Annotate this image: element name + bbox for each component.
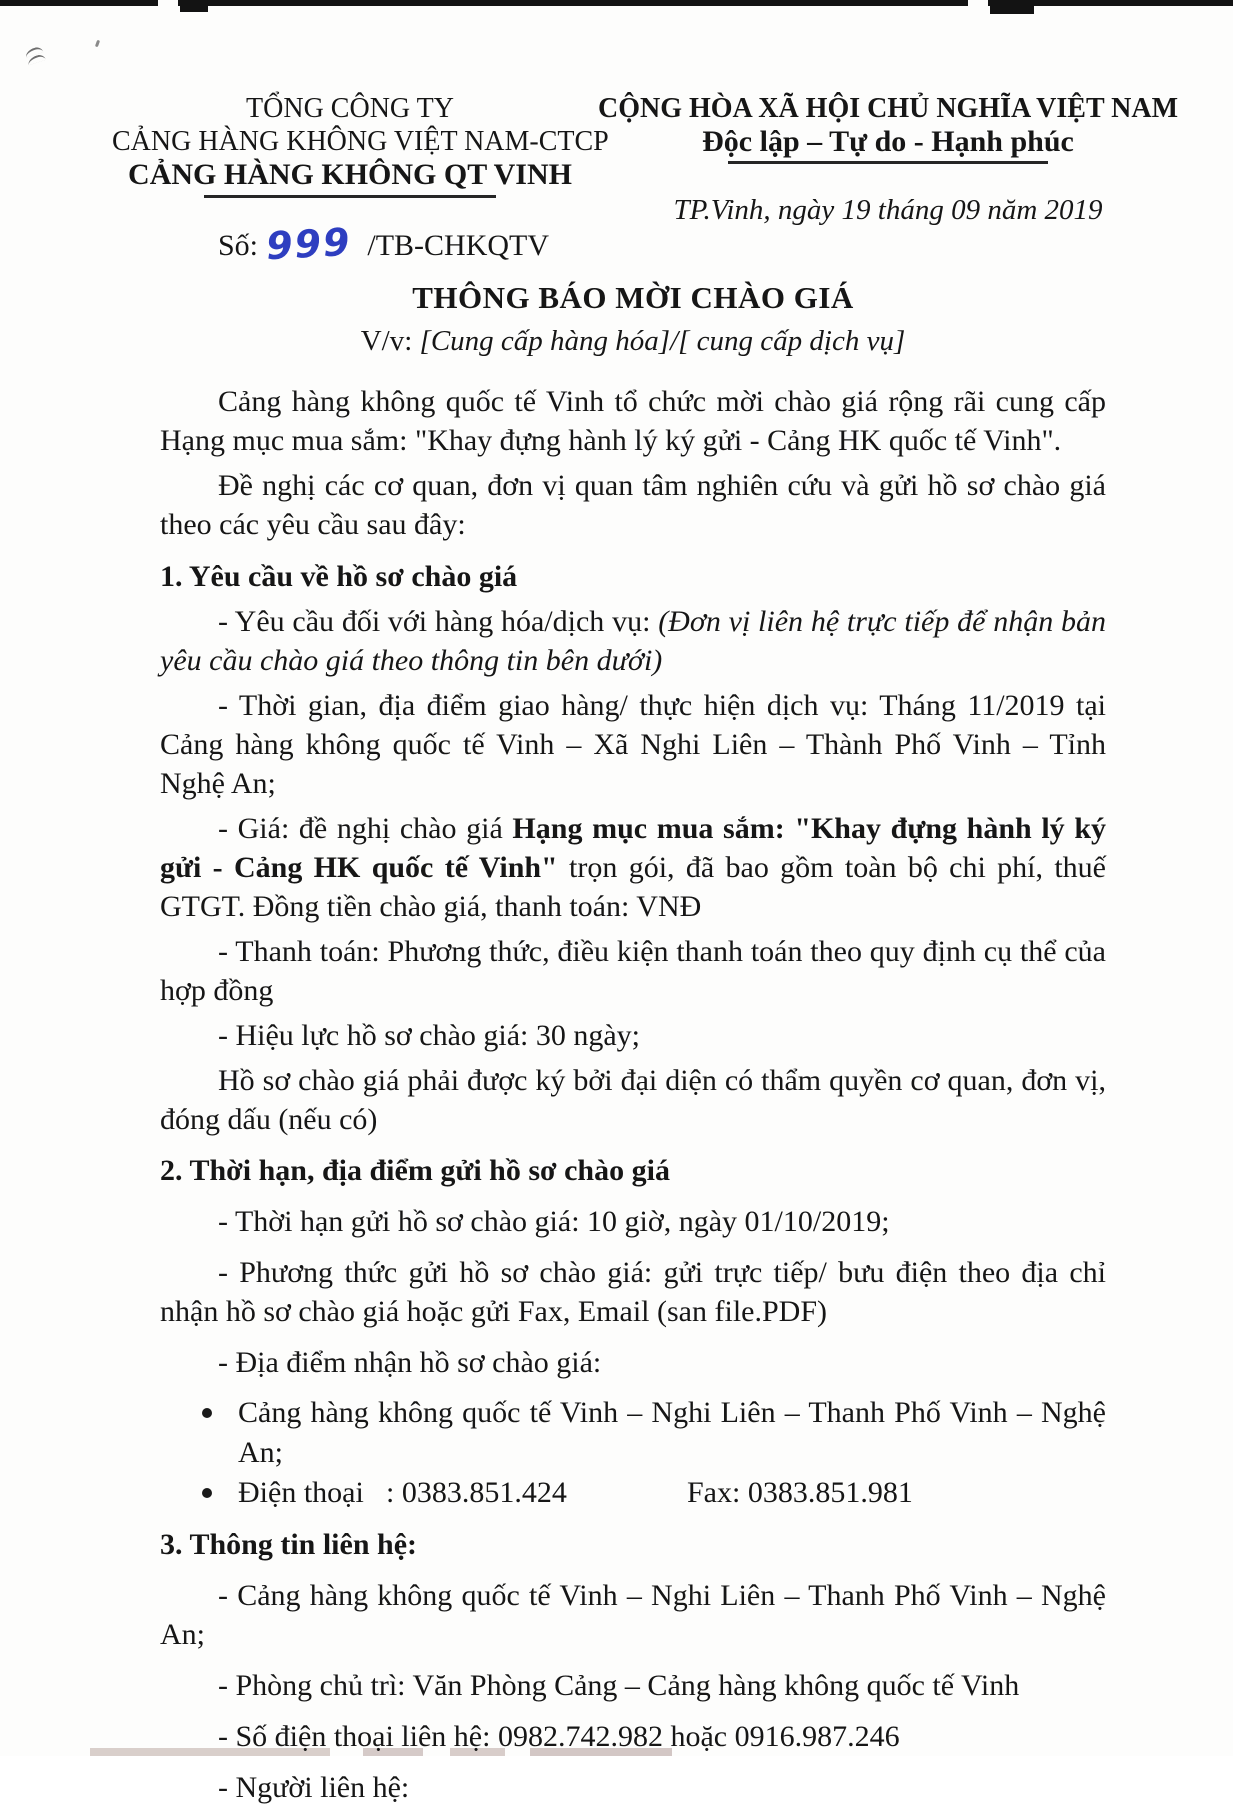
address-list-item: Cảng hàng không quốc tế Vinh – Nghi Liên – Thanh Phố Vinh – Nghệ An;	[202, 1393, 1106, 1473]
s2-item-deadline: - Thời hạn gửi hồ sơ chào giá: 10 giờ, ngày 01/10/2019;	[218, 1205, 890, 1238]
doc-number-handwritten: 999	[265, 219, 353, 269]
s2-item-method: - Phương thức gửi hồ sơ chào giá: gửi trực tiếp/ bưu điện theo địa chỉ nhận hồ sơ chào giá hoặc gửi Fax, Email (san file.PDF)	[160, 1256, 1106, 1328]
s3-item-address: - Cảng hàng không quốc tế Vinh – Nghi Liên – Thanh Phố Vinh – Nghệ An;	[160, 1579, 1106, 1651]
s1-item-time-location: - Thời gian, địa điểm giao hàng/ thực hiện dịch vụ: Tháng 11/2019 tại Cảng hàng không quốc tế Vinh – Xã Nghi Liên – Thành Phố Vinh – Tỉnh Nghệ An;	[160, 689, 1106, 800]
s1-item-requirements-note: (Đơn vị liên hệ trực tiếp để nhận bản yêu cầu chào giá theo thông tin bên dưới)	[160, 605, 1106, 677]
s1-item-payment: - Thanh toán: Phương thức, điều kiện thanh toán theo quy định cụ thể của hợp đồng	[160, 935, 1106, 1007]
s3-item-phone: - Số điện thoại liên hệ: 0982.742.982 hoặc 0916.987.246	[218, 1720, 900, 1753]
s1-item-price-tail: trọn gói, đã bao gồm toàn bộ chi phí, thuế GTGT. Đồng tiền chào giá, thanh toán: VNĐ	[160, 851, 1106, 923]
s1-item-price-lead: - Giá: đề nghị chào giá	[218, 812, 513, 845]
document-subject	[160, 325, 1106, 358]
fax-number: Fax: 0383.851.981	[687, 1476, 913, 1509]
s2-item-address-label: - Địa điểm nhận hồ sơ chào giá:	[218, 1346, 602, 1379]
scan-artifact-gap	[158, 0, 178, 7]
issuer-underline	[204, 195, 496, 198]
s3-item-department: - Phòng chủ trì: Văn Phòng Cảng – Cảng hàng không quốc tế Vinh	[218, 1669, 1020, 1702]
s3-item-contact-person: - Người liên hệ:	[218, 1771, 410, 1804]
issuer-company: CẢNG HÀNG KHÔNG VIỆT NAM-CTCP	[112, 126, 609, 157]
section-2-heading: 2. Thời hạn, địa điểm gửi hồ sơ chào giá	[160, 1154, 670, 1187]
s1-item-price	[160, 809, 1106, 926]
scan-artifact-block	[990, 0, 1034, 14]
s1-item-price-package: Hạng mục mua sắm: "Khay đựng hành lý ký gửi - Cảng HK quốc tế Vinh"	[160, 812, 1106, 884]
national-motto-line1: CỘNG HÒA XÃ HỘI CHỦ NGHĨA VIỆT NAM	[597, 93, 1179, 124]
phone-label: Điện thoại	[238, 1476, 364, 1509]
doc-number-label: Số:	[218, 229, 259, 262]
s1-item-requirements-text: - Yêu cầu đối với hàng hóa/dịch vụ:	[218, 605, 659, 638]
document-title: THÔNG BÁO MỜI CHÀO GIÁ	[412, 280, 854, 315]
scan-artifact-gap	[968, 0, 988, 7]
subject-prefix: V/v:	[360, 325, 420, 357]
document-number-line	[218, 219, 550, 269]
document-body	[160, 376, 1106, 1807]
motto-underline	[728, 161, 1048, 164]
doc-number-suffix: /TB-CHKQTV	[367, 229, 550, 262]
section-3-heading: 3. Thông tin liên hệ:	[160, 1528, 418, 1561]
s1-item-validity: - Hiệu lực hồ sơ chào giá: 30 ngày;	[218, 1019, 641, 1052]
place-date-line: TP.Vinh, ngày 19 tháng 09 năm 2019	[673, 194, 1103, 226]
title-block	[160, 280, 1106, 358]
address-list	[160, 1393, 1106, 1513]
s1-item-signature: Hồ sơ chào giá phải được ký bởi đại diện có thẩm quyền cơ quan, đơn vị, đóng dấu (nếu có)	[160, 1064, 1106, 1136]
national-header-block	[596, 92, 1180, 227]
issuer-unit-name: CẢNG HÀNG KHÔNG QT VINH	[128, 158, 572, 191]
scan-artifact-block	[180, 0, 208, 12]
s1-item-requirements	[160, 602, 1106, 680]
phone-fax-item	[202, 1473, 1106, 1513]
national-motto-line2: Độc lập – Tự do - Hạnh phúc	[702, 125, 1074, 158]
pen-squiggle-mark	[24, 46, 46, 66]
issuer-header-block	[112, 92, 609, 198]
intro-paragraph-2: Đề nghị các cơ quan, đơn vị quan tâm nghiên cứu và gửi hồ sơ chào giá theo các yêu cầu sau đây:	[160, 469, 1106, 541]
intro-paragraph-1: Cảng hàng không quốc tế Vinh tổ chức mời chào giá rộng rãi cung cấp Hạng mục mua sắm: "Khay đựng hành lý ký gửi - Cảng HK quốc tế Vinh".	[160, 385, 1106, 457]
scan-speck	[95, 40, 100, 48]
subject-text: [Cung cấp hàng hóa]/[ cung cấp dịch vụ]	[419, 325, 906, 357]
phone-number: : 0383.851.424	[386, 1476, 567, 1509]
section-1-heading: 1. Yêu cầu về hồ sơ chào giá	[160, 560, 518, 593]
issuer-parent-company: TỔNG CÔNG TY	[246, 93, 454, 124]
